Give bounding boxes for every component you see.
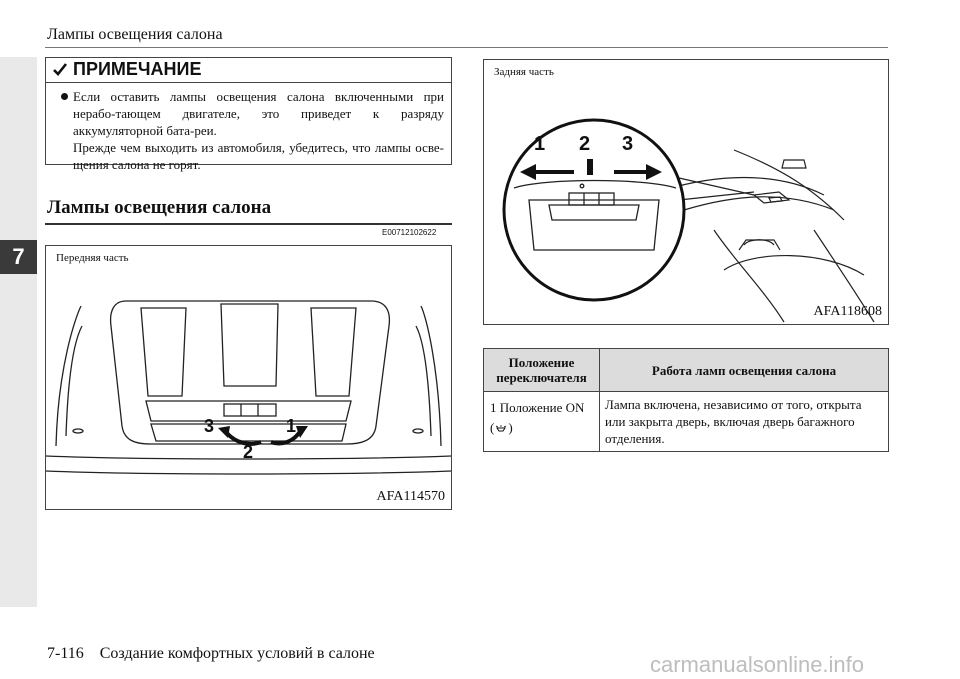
bullet-dot-icon: [61, 93, 68, 100]
figure-rear-lamp: [483, 59, 889, 325]
section-title: Лампы освещения салона: [47, 197, 272, 218]
table-row-position-cell: [490, 398, 598, 438]
position-symbol: [490, 418, 598, 438]
section-divider: [45, 223, 452, 225]
front-lamp-illustration: [46, 246, 451, 509]
table-header-divider: [484, 391, 888, 392]
footer-chapter-title: Создание комфортных условий в салоне: [99, 645, 375, 662]
watermark: carmanualsonline.info: [650, 652, 865, 677]
note-heading: [46, 58, 451, 80]
page-number: 7-116: [47, 645, 84, 662]
switch-position-table: [483, 348, 889, 452]
position-label: 1 Положение ON: [490, 400, 585, 415]
page-header-title: Лампы освещения салона: [47, 26, 223, 43]
note-extra-text: Прежде чем выходить из автомобиля, убедитесь, что лампы осве-щения салона не горят.: [73, 140, 444, 172]
note-body: [61, 88, 444, 173]
rear-callout-3: 3: [622, 133, 634, 155]
note-heading-label: ПРИМЕЧАНИЕ: [73, 58, 202, 79]
header-divider: [45, 47, 888, 48]
sidebar-strip: [0, 57, 37, 607]
note-bullet: [61, 88, 444, 139]
rear-lamp-illustration: [484, 60, 888, 324]
figure-front-lamp: [45, 245, 452, 510]
figure-front-label: Передняя часть: [56, 252, 129, 264]
figure-front-code: AFA114570: [376, 489, 445, 504]
pencil-check-icon: [52, 61, 68, 77]
figure-rear-label: Задняя часть: [494, 66, 554, 78]
chapter-tab[interactable]: 7: [0, 240, 37, 274]
symbol-close-paren: ): [508, 420, 513, 435]
front-callout-2: 2: [243, 442, 254, 462]
page-footer: [47, 645, 375, 663]
table-column-divider: [599, 391, 600, 451]
table-header-operation: Работа ламп освещения салона: [600, 349, 888, 391]
note-box: [45, 57, 452, 172]
note-divider: [46, 82, 451, 83]
rear-callout-2: 2: [579, 133, 591, 155]
front-callout-1: 1: [286, 416, 297, 436]
table-header-position: Положение переключателя: [484, 349, 600, 391]
figure-rear-code: AFA118608: [813, 304, 882, 319]
room-lamp-on-icon: [494, 424, 508, 434]
symbol-open-paren: (: [490, 420, 495, 435]
rear-callout-1: 1: [534, 133, 546, 155]
section-code: E00712102622: [382, 228, 437, 237]
front-callout-3: 3: [204, 416, 215, 436]
note-bullet-text: Если оставить лампы освещения салона включенными при нерабо-тающем двигателе, это приведет к разряду аккумуляторной бата-реи.: [73, 89, 444, 138]
table-row-description: Лампа включена, независимо от того, открыта или закрыта дверь, включая дверь багажного отделения.: [605, 397, 862, 446]
